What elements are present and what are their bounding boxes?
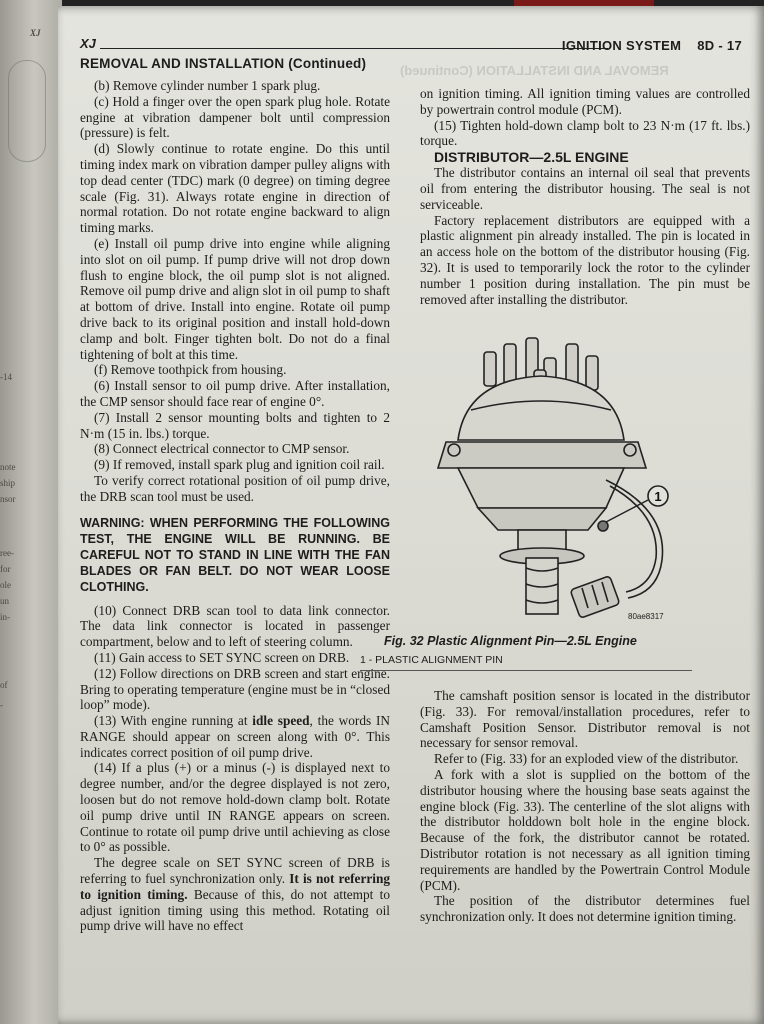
step-text: (11) Gain access to SET SYNC screen on DRB.	[94, 649, 350, 665]
margin-word: ree-	[0, 548, 14, 558]
step-text: (6) Install sensor to oil pump drive. After installation, the CMP sensor should face rear of engine 0°.	[80, 378, 390, 409]
right-column	[420, 86, 750, 307]
left-column	[80, 78, 390, 934]
margin-word: for	[0, 564, 11, 574]
manual-page	[58, 6, 764, 1024]
step-text: (f) Remove toothpick from housing.	[94, 362, 287, 378]
left-page-decoration	[8, 60, 46, 162]
legend-rule	[360, 670, 692, 671]
body-text: The distributor contains an internal oil seal that prevents oil from entering the distributor housing. The seal is not serviceable.	[420, 165, 750, 212]
body-text: The position of the distributor determines fuel synchronization only. It does not determine ignition timing.	[420, 893, 750, 925]
text-run: , the words IN RANGE should appear on screen along with 0°. This indicates correct position of oil pump drive.	[80, 713, 391, 760]
step-text: (d) Slowly continue to rotate engine. Do this until timing index mark on vibration damper pulley aligns with top dead center (TDC) mark (0 degree) on timing degree scale (Fig. 31). Always rotate engine in direction of normal rotation. Do not rotate engine backward to align timing marks.	[80, 141, 390, 236]
text-run: The degree scale on SET SYNC screen of DRB is referring to fuel synchronization only.	[80, 855, 390, 887]
margin-word: XJ	[30, 28, 41, 38]
distributor-figure	[376, 330, 686, 620]
body-text: Refer to (Fig. 33) for an exploded view of the distributor.	[434, 751, 739, 767]
header-model: XJ	[80, 36, 96, 51]
margin-word: ole	[0, 580, 11, 590]
distributor-illustration	[376, 330, 686, 620]
body-text: A fork with a slot is supplied on the bottom of the distributor housing where the housing base seats against the engine block (Fig. 33). The centerline of the slot aligns with the distributor holddown bolt hole in the engine block. Because of the fork, the distributor cannot be rotated. Distributor rotation is not necessary as all ignition timing requirements are handled by the Powertrain Control Module (PCM).	[420, 766, 750, 893]
show-through-text: REMOVAL AND INSTALLATION (Continued)	[400, 63, 669, 78]
distributor-heading: DISTRIBUTOR—2.5L ENGINE	[434, 149, 629, 166]
figure-legend: 1 - PLASTIC ALIGNMENT PIN	[360, 654, 503, 666]
step-text: (e) Install oil pump drive into engine while aligning into slot on oil pump. If pump drive will not drop down flush to engine block, the oil pump slot is not aligned. Remove oil pump drive and align slot in oil pump to shaft at bottom of drive. Install into engine. Rotate oil pump drive back to its original position and install hold-down clamp and bolt. Finger tighten bolt. Do not do a final tightening of bolt at this time.	[80, 235, 390, 362]
step-text: (7) Install 2 sensor mounting bolts and tighten to 2 N·m (15 in. lbs.) torque.	[80, 409, 390, 441]
step-text: (15) Tighten hold-down clamp bolt to 23 N·m (17 ft. lbs.) torque.	[420, 117, 750, 149]
text-run: Because of this, do not attempt to adjust ignition timing using this method. Rotating oil pump drive will have no effect	[80, 886, 390, 934]
margin-word: -	[0, 700, 3, 710]
left-page-edge	[0, 0, 62, 1024]
right-column-lower	[420, 688, 750, 925]
header-rule	[100, 48, 608, 49]
figure-callout: 1	[654, 489, 662, 504]
step-text	[80, 855, 390, 934]
step-text: (9) If removed, install spark plug and ignition coil rail.	[94, 457, 385, 473]
page-number: 8D - 17	[697, 38, 742, 53]
margin-word: nsor	[0, 494, 16, 504]
header-section: IGNITION SYSTEM	[561, 38, 682, 53]
margin-word: of	[0, 680, 8, 690]
step-text: (c) Hold a finger over the open spark plug hole. Rotate engine at vibration dampener bolt until compression (pressure) is felt.	[80, 93, 390, 141]
step-text: (b) Remove cylinder number 1 spark plug.	[94, 78, 321, 93]
step-text: (14) If a plus (+) or a minus (-) is displayed next to degree number, and/or the degree displayed is not zero, loosen but do not remove hold-down clamp bolt. Rotate oil pump drive until IN RANGE appears on screen. Continue to rotate oil pump drive until achieving as close to 0° as possible.	[80, 760, 390, 855]
margin-word: un	[0, 596, 9, 606]
body-text: The camshaft position sensor is located in the distributor (Fig. 33). For removal/installation procedures, refer to Camshaft Position Sensor. Distributor removal is not necessary for sensor removal.	[420, 688, 750, 751]
margin-word: ship	[0, 478, 16, 488]
body-text: Factory replacement distributors are equipped with a plastic alignment pin already installed. The pin is located in an access hole on the bottom of the distributor housing (Fig. 32). It is used to temporarily lock the rotor to the cylinder number 1 position during installation. The pin must be removed after installing the distributor.	[420, 212, 750, 307]
step-text: (12) Follow directions on DRB screen and start engine. Bring to operating temperature (engine must be in “closed loop” mode).	[80, 665, 390, 713]
figure-caption: Fig. 32 Plastic Alignment Pin—2.5L Engine	[384, 634, 637, 648]
emphasis-text: idle speed	[252, 713, 310, 729]
margin-word: in-	[0, 612, 10, 622]
step-text: on ignition timing. All ignition timing values are controlled by powertrain control module (PCM).	[420, 86, 750, 117]
figure-code: 80ae8317	[628, 612, 664, 621]
section-title: REMOVAL AND INSTALLATION (Continued)	[80, 56, 367, 71]
step-text: To verify correct rotational position of oil pump drive, the DRB scan tool must be used.	[80, 472, 390, 504]
margin-word: -14	[0, 372, 12, 382]
header-right	[562, 38, 742, 53]
step-text: (8) Connect electrical connector to CMP sensor.	[94, 441, 350, 457]
margin-word: note	[0, 462, 16, 472]
warning-text: WARNING: WHEN PERFORMING THE FOLLOWING TEST, THE ENGINE WILL BE RUNNING. BE CAREFUL NOT TO STAND IN LINE WITH THE FAN BLADES OR FAN BELT. DO NOT WEAR LOOSE CLOTHING.	[80, 515, 390, 594]
text-run: (13) With engine running at	[94, 713, 253, 729]
step-text: (10) Connect DRB scan tool to data link connector. The data link connector is located in passenger compartment, below and to left of steering column.	[80, 602, 390, 650]
step-text	[80, 713, 390, 760]
emphasis-text: It is not referring to ignition timing.	[80, 871, 390, 902]
